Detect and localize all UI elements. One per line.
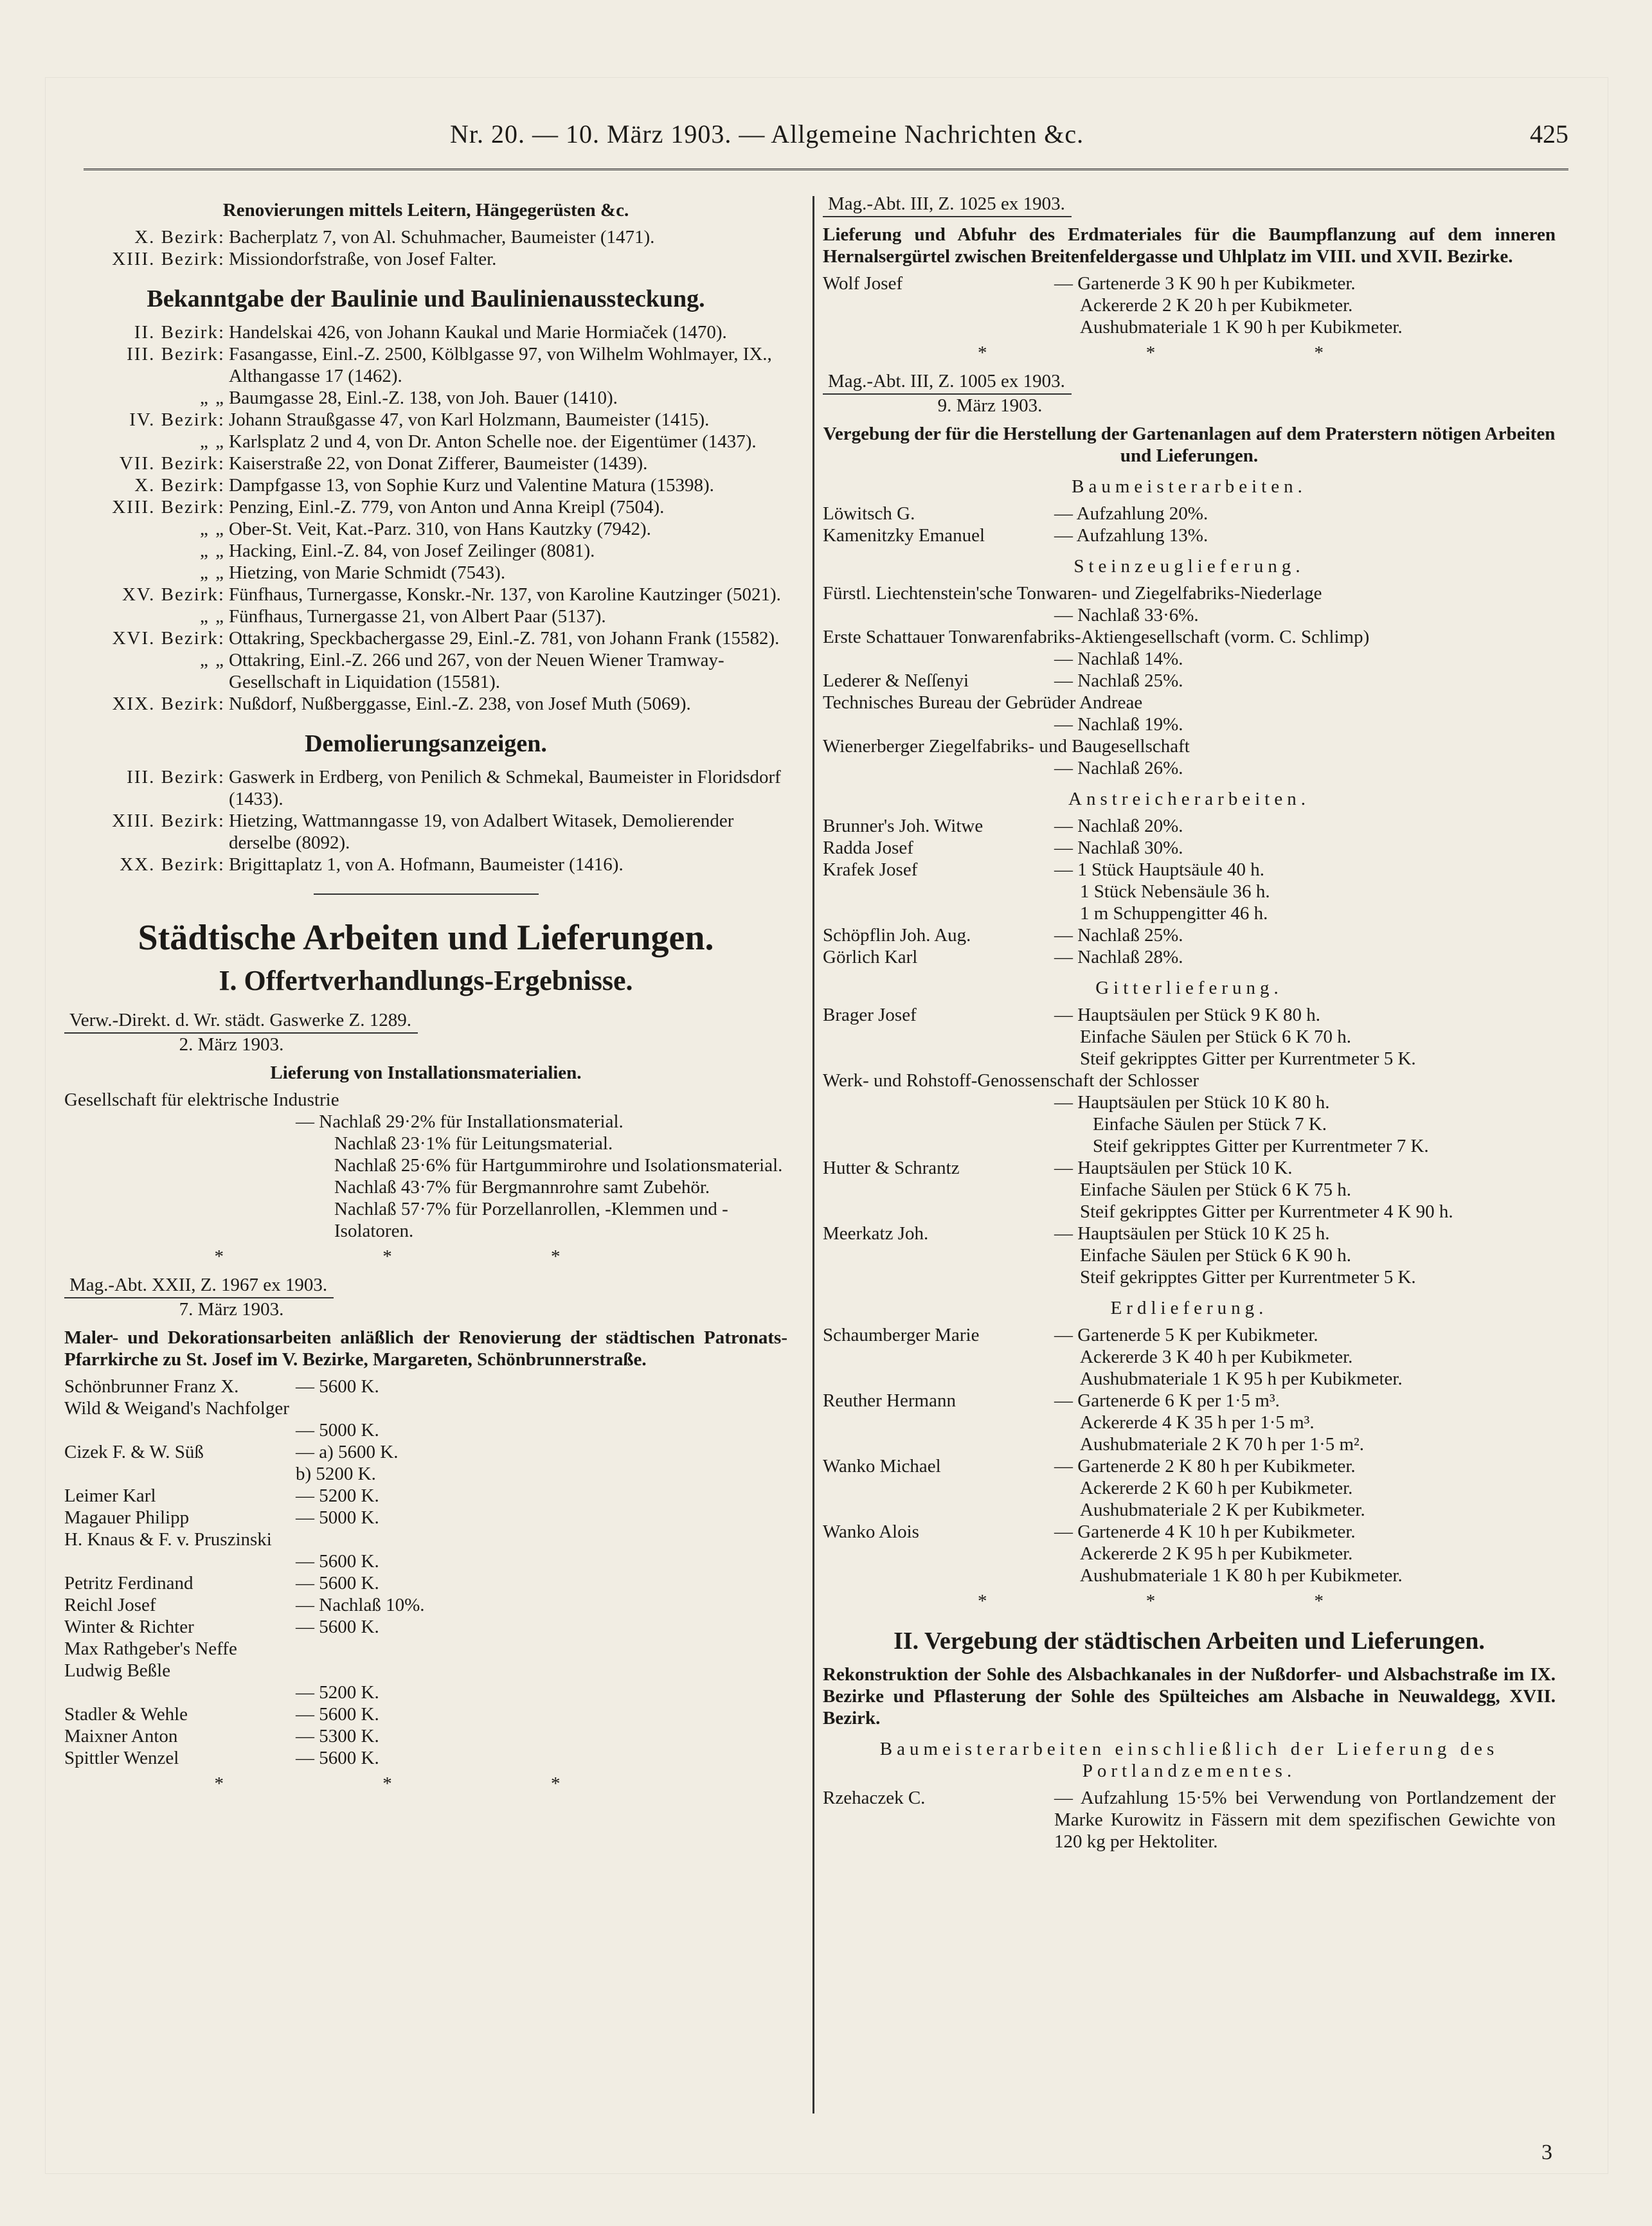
offer-line: — Hauptsäulen per Stück 10 K 80 h. xyxy=(1054,1092,1330,1113)
offer-line: — Gartenerde 2 K 80 h per Kubikmeter. xyxy=(1054,1456,1356,1477)
offer-line: — Nachlaß 28%. xyxy=(1054,947,1183,967)
block2-date: 7. März 1903. xyxy=(179,1299,284,1320)
block3-bid xyxy=(823,273,1556,338)
left-column xyxy=(64,193,787,1801)
bidder-name: Wanko Alois xyxy=(823,1521,919,1542)
entry-label: X. Bezirk: xyxy=(134,475,225,496)
block1-stars: * * * xyxy=(214,1246,638,1267)
entry-label: IV. Bezirk: xyxy=(129,409,225,430)
column-divider xyxy=(813,196,814,2114)
sheet-number: 3 xyxy=(1541,2141,1552,2164)
block1-date: 2. März 1903. xyxy=(179,1034,284,1055)
entry-text: Fünfhaus, Turnergasse, Konskr.-Nr. 137, von Karoline Kautzinger (5021). xyxy=(229,584,781,605)
bid-value: — 5600 K. xyxy=(296,1551,379,1572)
bidder-name: Magauer Philipp xyxy=(64,1507,190,1528)
bidder-name: Maixner Anton xyxy=(64,1726,178,1746)
entry-text: Handelskai 426, von Johann Kaukal und Marie Hormiaček (1470). xyxy=(229,322,727,343)
bid-value: — 5600 K. xyxy=(296,1376,379,1397)
group-heading: Baumeisterarbeiten. xyxy=(1072,476,1307,497)
offer-line: 1 m Schuppengitter 46 h. xyxy=(1080,903,1268,924)
bidder-name xyxy=(64,1419,296,1441)
register-entry xyxy=(64,810,787,854)
bid-lines xyxy=(1054,859,1556,924)
offer-line: — Nachlaß 29·2% für Installationsmaterial. xyxy=(296,1111,624,1132)
bid-lines xyxy=(1054,1157,1556,1223)
baulinie-list xyxy=(64,321,787,715)
bidder-name: H. Knaus & F. v. Pruszinski xyxy=(64,1529,272,1550)
bid-row xyxy=(64,1616,787,1638)
bid-lines xyxy=(1054,1521,1556,1586)
bidder-name: Reuther Hermann xyxy=(823,1390,956,1411)
bid-value: — 5600 K. xyxy=(296,1617,379,1637)
offer-line: — Nachlaß 14%. xyxy=(1054,649,1183,669)
bid-value: — 5600 K. xyxy=(296,1573,379,1593)
bid-row xyxy=(64,1441,787,1463)
offer-line: Nachlaß 57·7% für Porzellanrollen, -Klemmen und -Isolatoren. xyxy=(334,1199,728,1241)
offer-line: Steif gekripptes Gitter per Kurrentmeter 5 K. xyxy=(1080,1267,1416,1288)
entry-label: X. Bezirk: xyxy=(134,227,225,247)
block4-title: Vergebung der für die Herstellung der Gartenanlagen auf dem Praterstern nötigen Arbeiten und Lieferungen. xyxy=(823,424,1556,466)
bid-value: b) 5200 K. xyxy=(296,1464,376,1484)
bidder-name: Reichl Josef xyxy=(64,1595,156,1615)
block2-stars: * * * xyxy=(214,1773,638,1794)
block1-firm: Gesellschaft für elektrische Industrie xyxy=(64,1090,339,1110)
bidder-name: Brunner's Joh. Witwe xyxy=(823,816,983,836)
offer-line: Aushubmateriale 1 K 95 h per Kubikmeter. xyxy=(1080,1369,1403,1389)
register-entry xyxy=(64,409,787,431)
bidder-name: Radda Josef xyxy=(823,838,913,858)
offer-line: — Gartenerde 3 K 90 h per Kubikmeter. xyxy=(1054,273,1356,294)
bid-lines xyxy=(1054,1390,1556,1455)
entry-text: Fünfhaus, Turnergasse 21, von Albert Paar (5137). xyxy=(229,606,606,627)
entry-label: XIII. Bezirk: xyxy=(112,811,225,831)
offer-line: Nachlaß 25·6% für Hartgummirohre und Isolationsmaterial. xyxy=(334,1155,783,1176)
bidder-name: Spittler Wenzel xyxy=(64,1748,179,1768)
register-entry xyxy=(64,766,787,810)
entry-text: Nußdorf, Nußberggasse, Einl.-Z. 238, von Josef Muth (5069). xyxy=(229,694,691,714)
bid-row xyxy=(64,1529,787,1550)
header-rule xyxy=(84,168,1568,173)
bid-value: — 5600 K. xyxy=(296,1704,379,1725)
block2-bids xyxy=(64,1376,787,1769)
entry-label: „ „ xyxy=(200,541,225,561)
entry-label: XX. Bezirk: xyxy=(120,854,225,875)
running-title: Nr. 20. — 10. März 1903. — Allgemeine Nachrichten &c. xyxy=(450,120,1084,148)
register-entry xyxy=(64,474,787,496)
entry-text: Ottakring, Einl.-Z. 266 und 267, von der Neuen Wiener Tramway-Gesellschaft in Liquidation (15581). xyxy=(229,650,724,692)
bid-value: — 5300 K. xyxy=(296,1726,379,1746)
offer-line: Nachlaß 43·7% für Bergmannrohre samt Zubehör. xyxy=(334,1177,710,1198)
bid-lines xyxy=(1054,1455,1556,1521)
offer-line: — 1 Stück Hauptsäule 40 h. xyxy=(1054,859,1265,880)
bidder-name: Schaumberger Marie xyxy=(823,1325,980,1345)
bid-row xyxy=(64,1485,787,1507)
offer-line: — Nachlaß 26%. xyxy=(1054,758,1183,778)
demol-heading: Demolierungsanzeigen. xyxy=(305,730,547,757)
entry-text: Penzing, Einl.-Z. 779, von Anton und Anna Kreipl (7504). xyxy=(229,497,665,517)
block1-ref: Verw.-Direkt. d. Wr. städt. Gaswerke Z. 1289. xyxy=(64,1009,418,1034)
register-entry xyxy=(64,453,787,474)
bid-lines xyxy=(1054,525,1556,546)
entry-text: Baumgasse 28, Einl.-Z. 138, von Joh. Bauer (1410). xyxy=(229,388,618,408)
offer-line: — Gartenerde 4 K 10 h per Kubikmeter. xyxy=(1054,1521,1356,1542)
offer-line: Aushubmateriale 1 K 90 h per Kubikmeter. xyxy=(1080,317,1403,337)
bid-lines xyxy=(1054,924,1556,946)
bid-row xyxy=(64,1725,787,1747)
bid-lines xyxy=(1054,670,1556,692)
section2-bidder: Rzehaczek C. xyxy=(823,1788,926,1808)
entry-label: III. Bezirk: xyxy=(127,767,225,787)
section2-bid xyxy=(823,1787,1556,1853)
entry-text: Karlsplatz 2 und 4, von Dr. Anton Schelle noe. der Eigentümer (1437). xyxy=(229,431,757,452)
bidder-name xyxy=(64,1463,296,1485)
bid-row xyxy=(823,815,1556,837)
bid-row xyxy=(64,1638,787,1682)
bidder-name: Schöpflin Joh. Aug. xyxy=(823,925,971,946)
bid-value xyxy=(296,1638,787,1682)
right-column xyxy=(823,193,1556,1853)
bidder-name: Technisches Bureau der Gebrüder Andreae xyxy=(823,692,1143,713)
block3-title: Lieferung und Abfuhr des Erdmateriales für die Baumpflanzung auf dem inneren Hernalsergürtel zwischen Breitenfeldergasse und Uhlplatz im VIII. und XVII. Bezirke. xyxy=(823,224,1556,267)
block2-title: Maler- und Dekorationsarbeiten anläßlich der Renovierung der städtischen Patronats-Pfarrkirche zu St. Josef im V. Bezirke, Margareten, Schönbrunnerstraße. xyxy=(64,1327,787,1370)
entry-text: Missiondorfstraße, von Josef Falter. xyxy=(229,249,497,269)
entry-label: „ „ xyxy=(200,562,225,583)
register-entry xyxy=(64,627,787,649)
bid-row xyxy=(823,1324,1556,1390)
bid-lines xyxy=(1054,1004,1556,1070)
bid-row xyxy=(823,670,1556,692)
bid-value: — 5200 K. xyxy=(296,1485,379,1506)
offer-line: — Aufzahlung 13%. xyxy=(1054,525,1208,546)
register-entry xyxy=(64,854,787,875)
bid-row xyxy=(64,1419,787,1441)
register-entry xyxy=(64,431,787,453)
entry-label: „ „ xyxy=(200,650,225,670)
bid-lines xyxy=(1054,837,1556,859)
block4-stars: * * * xyxy=(978,1591,1401,1611)
block4-groups xyxy=(823,476,1556,1586)
offer-line: — Gartenerde 6 K per 1·5 m³. xyxy=(1054,1390,1280,1411)
bidder-name: Kamenitzky Emanuel xyxy=(823,525,985,546)
bidder-name: Leimer Karl xyxy=(64,1485,156,1506)
page-number: 425 xyxy=(1530,120,1568,148)
bid-row xyxy=(823,837,1556,859)
register-entry xyxy=(64,649,787,693)
offer-line: Aushubmateriale 1 K 80 h per Kubikmeter. xyxy=(1080,1565,1403,1586)
offer-line: — Nachlaß 25%. xyxy=(1054,670,1183,691)
offer-line: Einfache Säulen per Stück 7 K. xyxy=(1093,1114,1327,1135)
section-separator xyxy=(314,893,539,895)
offer-line: — Hauptsäulen per Stück 10 K. xyxy=(1054,1158,1293,1178)
bid-row xyxy=(823,1004,1556,1070)
block2 xyxy=(64,1274,787,1795)
offer-line: — Aufzahlung 20%. xyxy=(1054,503,1208,524)
bidder-name: Lederer & Neſſenyi xyxy=(823,670,969,691)
bid-value: — 5000 K. xyxy=(296,1507,379,1528)
bid-value: — 5000 K. xyxy=(296,1420,379,1441)
group-heading: Steinzeuglieferung. xyxy=(1073,556,1305,577)
offer-line: Steif gekripptes Gitter per Kurrentmeter 4 K 90 h. xyxy=(1080,1201,1453,1222)
entry-label: VII. Bezirk: xyxy=(119,453,225,474)
register-entry xyxy=(64,606,787,627)
bidder-name: Wanko Michael xyxy=(823,1456,941,1477)
bid-row xyxy=(64,1463,787,1485)
block4 xyxy=(823,370,1556,1612)
block1-title: Lieferung von Installationsmaterialien. xyxy=(270,1063,582,1083)
offer-line: Ackererde 3 K 40 h per Kubikmeter. xyxy=(1080,1347,1353,1367)
bid-value xyxy=(296,1529,787,1550)
section-subtitle: I. Offertverhandlungs-Ergebnisse. xyxy=(219,965,633,996)
bid-row xyxy=(823,859,1556,924)
bid-value: — 5200 K. xyxy=(296,1682,379,1703)
entry-text: Hietzing, von Marie Schmidt (7543). xyxy=(229,562,506,583)
offer-line: Einfache Säulen per Stück 6 K 90 h. xyxy=(1080,1245,1352,1266)
bid-row xyxy=(823,1521,1556,1586)
register-entry xyxy=(64,584,787,606)
bid-value: — Nachlaß 10%. xyxy=(296,1595,425,1615)
entry-text: Hietzing, Wattmanngasse 19, von Adalbert Witasek, Demolierender derselbe (8092). xyxy=(229,811,734,853)
block4-ref: Mag.-Abt. III, Z. 1005 ex 1903. xyxy=(823,370,1072,395)
offer-line: Einfache Säulen per Stück 6 K 75 h. xyxy=(1080,1180,1352,1200)
register-entry xyxy=(64,321,787,343)
register-entry xyxy=(64,540,787,562)
entry-label: „ „ xyxy=(200,606,225,627)
entry-label: II. Bezirk: xyxy=(134,322,225,343)
bid-row xyxy=(64,1376,787,1397)
register-entry xyxy=(64,387,787,409)
block3-ref: Mag.-Abt. III, Z. 1025 ex 1903. xyxy=(823,193,1072,217)
offer-line: — Gartenerde 5 K per Kubikmeter. xyxy=(1054,1325,1318,1345)
bid-row xyxy=(64,1747,787,1769)
group-heading: Gitterlieferung. xyxy=(1095,978,1283,998)
offer-line: — Nachlaß 25%. xyxy=(1054,925,1183,946)
bidder-name: Petritz Ferdinand xyxy=(64,1573,193,1593)
bidder-name: Max Rathgeber's Neffe Ludwig Beßle xyxy=(64,1638,237,1681)
bid-row xyxy=(64,1507,787,1529)
offer-line: Ackererde 2 K 60 h per Kubikmeter. xyxy=(1080,1478,1353,1498)
bidder-name: Görlich Karl xyxy=(823,947,918,967)
bidder-name xyxy=(64,1550,296,1572)
entry-text: Gaswerk in Erdberg, von Penilich & Schmekal, Baumeister in Floridsdorf (1433). xyxy=(229,767,781,809)
section2-title: II. Vergebung der städtischen Arbeiten und Lieferungen. xyxy=(893,1628,1485,1655)
entry-text: Ottakring, Speckbachergasse 29, Einl.-Z. 781, von Johann Frank (15582). xyxy=(229,628,780,649)
bidder-name: Schönbrunner Franz X. xyxy=(64,1376,239,1397)
block3 xyxy=(823,193,1556,364)
offer-line: Steif gekripptes Gitter per Kurrentmeter 7 K. xyxy=(1093,1136,1429,1156)
group-heading: Anstreicherarbeiten. xyxy=(1068,789,1310,809)
bid-value: — 5600 K. xyxy=(296,1748,379,1768)
entry-text: Dampfgasse 13, von Sophie Kurz und Valentine Matura (15398). xyxy=(229,475,714,496)
renov-list xyxy=(64,226,787,270)
bid-row xyxy=(64,1397,787,1419)
offer-line: — Hauptsäulen per Stück 10 K 25 h. xyxy=(1054,1223,1330,1244)
bid-row xyxy=(823,1223,1556,1288)
block3-stars: * * * xyxy=(978,343,1401,363)
register-entry xyxy=(64,248,787,270)
bidder-name: Erste Schattauer Tonwarenfabriks-Aktiengesellschaft (vorm. C. Schlimp) xyxy=(823,627,1370,647)
register-entry xyxy=(64,226,787,248)
entry-label: XV. Bezirk: xyxy=(121,584,225,605)
register-entry xyxy=(64,518,787,540)
bidder-name: Krafek Josef xyxy=(823,859,918,880)
block3-bidder: Wolf Josef xyxy=(823,273,903,294)
entry-text: Brigittaplatz 1, von A. Hofmann, Baumeister (1416). xyxy=(229,854,624,875)
block3-lines xyxy=(1054,273,1556,338)
bidder-name: Cizek F. & W. Süß xyxy=(64,1442,204,1462)
demol-list xyxy=(64,766,787,875)
baulinie-heading: Bekanntgabe der Baulinie und Baulinienaussteckung. xyxy=(147,285,705,312)
bid-lines xyxy=(1054,946,1556,968)
bidder-name: Stadler & Wehle xyxy=(64,1704,188,1725)
offer-line: Ackererde 2 K 95 h per Kubikmeter. xyxy=(1080,1543,1353,1564)
bid-lines xyxy=(1054,503,1556,525)
offer-line: Ackererde 4 K 35 h per 1·5 m³. xyxy=(1080,1412,1315,1433)
register-entry xyxy=(64,562,787,584)
bidder-name: Werk- und Rohstoff-Genossenschaft der Schlosser xyxy=(823,1070,1199,1091)
bid-lines xyxy=(1054,1223,1556,1288)
section2-text: Rekonstruktion der Sohle des Alsbachkanales in der Nußdorfer- und Alsbachstraße im IX. Bezirke und Pflasterung der Sohle des Spülteiches am Alsbache in Neuwaldegg, XVII. Bezirk. xyxy=(823,1664,1556,1728)
entry-label: XIX. Bezirk: xyxy=(112,694,225,714)
bidder-name: Brager Josef xyxy=(823,1005,917,1025)
block1-lines xyxy=(64,1111,787,1242)
bidder-name: Hutter & Schrantz xyxy=(823,1158,960,1178)
offer-line: — Nachlaß 20%. xyxy=(1054,816,1183,836)
offer-line: — Nachlaß 30%. xyxy=(1054,838,1183,858)
bid-row xyxy=(823,1455,1556,1521)
bidder-name xyxy=(64,1682,296,1703)
offer-line: 1 Stück Nebensäule 36 h. xyxy=(1080,881,1270,902)
entry-label: XVI. Bezirk: xyxy=(112,628,225,649)
bidder-name: Wild & Weigand's Nachfolger xyxy=(64,1398,289,1419)
section-title: Städtische Arbeiten und Lieferungen. xyxy=(138,918,714,958)
register-entry xyxy=(64,693,787,715)
bid-value xyxy=(296,1397,787,1419)
bid-row xyxy=(823,946,1556,968)
bid-lines xyxy=(1054,1324,1556,1390)
running-header xyxy=(84,119,1568,152)
entry-text: Ober-St. Veit, Kat.-Parz. 310, von Hans Kautzky (7942). xyxy=(229,519,651,539)
entry-text: Bacherplatz 7, von Al. Schuhmacher, Baumeister (1471). xyxy=(229,227,655,247)
bidder-name: Fürstl. Liechtenstein'sche Tonwaren- und Ziegelfabriks-Niederlage xyxy=(823,583,1322,604)
bidder-name: Löwitsch G. xyxy=(823,503,915,524)
bid-row xyxy=(823,1390,1556,1455)
section2 xyxy=(823,1626,1556,1853)
bid-row xyxy=(823,525,1556,546)
entry-label: „ „ xyxy=(200,388,225,408)
group-heading: Erdlieferung. xyxy=(1110,1298,1268,1318)
offer-line: Aushubmateriale 2 K 70 h per 1·5 m². xyxy=(1080,1434,1364,1455)
bidder-name: Winter & Richter xyxy=(64,1617,194,1637)
section2-bid-text: — Aufzahlung 15·5% bei Verwendung von Portlandzement der Marke Kurowitz in Fässern mit dem spezifischen Gewichte von 120 kg per Hektoliter. xyxy=(1054,1788,1556,1852)
entry-label: „ „ xyxy=(200,519,225,539)
entry-label: XIII. Bezirk: xyxy=(112,249,225,269)
offer-line: Nachlaß 23·1% für Leitungsmaterial. xyxy=(334,1133,613,1154)
entry-label: XIII. Bezirk: xyxy=(112,497,225,517)
bid-row xyxy=(64,1594,787,1616)
bidder-name: Meerkatz Joh. xyxy=(823,1223,929,1244)
bidder-name: Wienerberger Ziegelfabriks- und Baugesellschaft xyxy=(823,736,1190,757)
entry-text: Hacking, Einl.-Z. 84, von Josef Zeilinger (8081). xyxy=(229,541,595,561)
register-entry xyxy=(64,343,787,387)
bid-value: — a) 5600 K. xyxy=(296,1442,399,1462)
renov-heading: Renovierungen mittels Leitern, Hängegerüsten &c. xyxy=(222,200,629,220)
bid-row xyxy=(64,1550,787,1572)
bid-row xyxy=(64,1572,787,1594)
bid-row xyxy=(64,1682,787,1703)
entry-text: Kaiserstraße 22, von Donat Zifferer, Baumeister (1439). xyxy=(229,453,648,474)
offer-line: — Nachlaß 33·6%. xyxy=(1054,605,1199,625)
offer-line: — Nachlaß 19%. xyxy=(1054,714,1183,735)
offer-line: Steif gekripptes Gitter per Kurrentmeter 5 K. xyxy=(1080,1048,1416,1069)
offer-line: Einfache Säulen per Stück 6 K 70 h. xyxy=(1080,1027,1352,1047)
entry-text: Fasangasse, Einl.-Z. 2500, Kölblgasse 97, von Wilhelm Wohlmayer, IX., Althangasse 17 (1462). xyxy=(229,344,772,386)
bid-row xyxy=(64,1703,787,1725)
block4-date: 9. März 1903. xyxy=(937,395,1043,416)
block2-ref: Mag.-Abt. XXII, Z. 1967 ex 1903. xyxy=(64,1274,334,1298)
offer-line: Aushubmateriale 2 K per Kubikmeter. xyxy=(1080,1500,1365,1520)
section2-subheading: Baumeisterarbeiten einschließlich der Lieferung des Portlandzementes. xyxy=(879,1739,1499,1781)
register-entry xyxy=(64,496,787,518)
entry-text: Johann Straußgasse 47, von Karl Holzmann, Baumeister (1415). xyxy=(229,409,710,430)
entry-label: „ „ xyxy=(200,431,225,452)
bid-lines xyxy=(1054,815,1556,837)
offer-line: — Hauptsäulen per Stück 9 K 80 h. xyxy=(1054,1005,1320,1025)
bid-row xyxy=(823,503,1556,525)
bid-row xyxy=(823,924,1556,946)
offer-line: Ackererde 2 K 20 h per Kubikmeter. xyxy=(1080,295,1353,316)
bid-row xyxy=(823,1157,1556,1223)
block1 xyxy=(64,1009,787,1268)
entry-label: III. Bezirk: xyxy=(127,344,225,364)
